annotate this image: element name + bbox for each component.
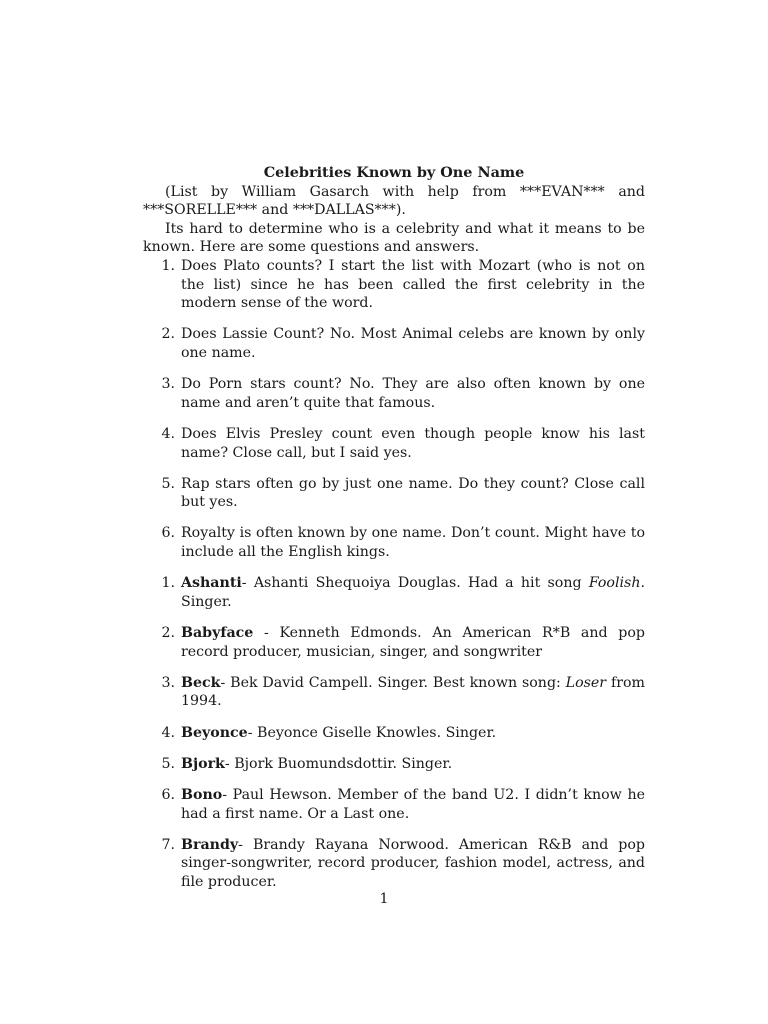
separator: - bbox=[241, 575, 254, 592]
page-title: Celebrities Known by One Name bbox=[263, 164, 525, 181]
celebrity-name: Beck bbox=[181, 674, 221, 691]
celebrity-description-end: from 1994. bbox=[181, 674, 645, 710]
celebrity-name: Bono bbox=[181, 786, 223, 803]
celebrity-item bbox=[143, 786, 645, 823]
celebrity-description: Ashanti Shequoiya Douglas. Had a hit song bbox=[253, 575, 589, 592]
list-item bbox=[143, 257, 645, 313]
list-item bbox=[143, 524, 645, 561]
item-number: 3. bbox=[161, 674, 175, 691]
list-item bbox=[143, 375, 645, 412]
song-title: Foolish bbox=[588, 575, 641, 592]
celebrity-item bbox=[143, 674, 645, 711]
intro-description: Its hard to determine who is a celebrity and what it means to be known. Here are some questions and answers. bbox=[143, 220, 645, 256]
separator: - bbox=[238, 836, 253, 853]
item-number: 4. bbox=[161, 425, 175, 442]
item-number: 1. bbox=[161, 257, 175, 274]
celebrity-name: Bjork bbox=[181, 755, 225, 772]
separator: - bbox=[222, 786, 233, 803]
item-text: Does Plato counts? I start the list with Mozart (who is not on the list) since he has been called the first celebrity in the modern sense of the word. bbox=[181, 257, 645, 312]
item-number: 7. bbox=[161, 836, 175, 853]
item-text: Royalty is often known by one name. Don’t count. Might have to include all the English kings. bbox=[181, 525, 645, 561]
celebrity-description: Brandy Rayana Norwood. American R&B and pop singer-songwriter, record producer, fashion model, actress, and file producer. bbox=[181, 836, 645, 890]
separator: - bbox=[224, 755, 235, 772]
celebrity-list bbox=[143, 574, 645, 891]
celebrity-name: Beyonce bbox=[181, 724, 248, 741]
item-text: Does Lassie Count? No. Most Animal celebs are known by only one name. bbox=[181, 326, 645, 361]
list-item bbox=[143, 325, 645, 362]
celebrity-description-end: . Singer. bbox=[181, 575, 645, 610]
item-number: 6. bbox=[161, 525, 175, 542]
separator: - bbox=[220, 674, 231, 691]
item-number: 5. bbox=[161, 475, 175, 492]
celebrity-description: Paul Hewson. Member of the band U2. I didn’t know he had a first name. Or a Last one. bbox=[181, 786, 645, 822]
celebrity-item bbox=[143, 724, 645, 743]
celebrity-description: Bjork Buomundsdottir. Singer. bbox=[234, 755, 453, 772]
item-number: 5. bbox=[161, 755, 175, 772]
list-item bbox=[143, 475, 645, 512]
celebrity-item bbox=[143, 836, 645, 892]
item-number: 4. bbox=[161, 724, 175, 741]
celebrity-description: Kenneth Edmonds. An American R*B and pop record producer, musician, singer, and songwriter bbox=[181, 625, 645, 660]
item-number: 2. bbox=[161, 326, 175, 343]
celebrity-item bbox=[143, 755, 645, 774]
celebrity-name: Babyface bbox=[181, 625, 254, 642]
intro-credits: (List by William Gasarch with help from ***EVAN*** and ***SORELLE*** and ***DALLAS***). bbox=[143, 183, 645, 219]
item-number: 6. bbox=[161, 786, 175, 803]
item-text: Does Elvis Presley count even though people know his last name? Close call, but I said yes. bbox=[181, 425, 645, 461]
questions-list bbox=[143, 257, 645, 562]
celebrity-name: Brandy bbox=[181, 836, 239, 853]
celebrity-description: Bek David Campell. Singer. Best known song: bbox=[230, 674, 566, 691]
celebrity-name: Ashanti bbox=[181, 575, 242, 592]
item-number: 3. bbox=[161, 376, 175, 393]
separator: - bbox=[247, 724, 258, 741]
celebrity-item bbox=[143, 624, 645, 661]
song-title: Loser bbox=[565, 674, 607, 691]
page-number: 1 bbox=[379, 891, 389, 907]
document-page bbox=[143, 164, 645, 904]
celebrity-description: Beyonce Giselle Knowles. Singer. bbox=[257, 724, 497, 741]
list-item bbox=[143, 425, 645, 462]
separator: - bbox=[253, 625, 280, 642]
celebrity-item bbox=[143, 574, 645, 611]
item-number: 2. bbox=[161, 625, 175, 642]
item-text: Do Porn stars count? No. They are also often known by one name and aren’t quite that famous. bbox=[181, 376, 645, 411]
item-number: 1. bbox=[161, 575, 175, 592]
item-text: Rap stars often go by just one name. Do they count? Close call but yes. bbox=[181, 475, 645, 511]
